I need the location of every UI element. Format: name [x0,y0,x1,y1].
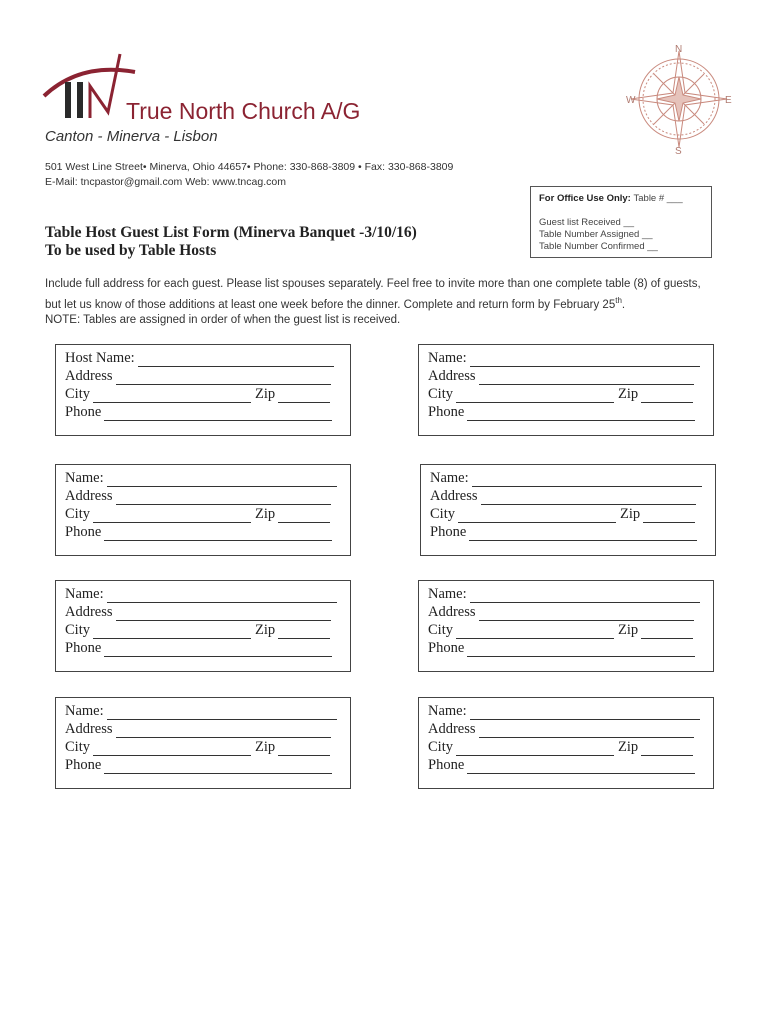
address-field[interactable] [116,724,331,738]
address-field[interactable] [481,491,696,505]
guest-box-4: Name: Address City Zip Phone [420,464,716,556]
zip-field[interactable] [278,625,330,639]
guest-box-host: Host Name: Address City Zip Phone [55,344,351,436]
office-item-assigned: Table Number Assigned __ [539,229,653,240]
name-field[interactable] [472,473,702,487]
form-subtitle: To be used by Table Hosts [45,242,217,259]
guest-box-5: Name: Address City Zip Phone [55,580,351,672]
office-use-heading: For Office Use Only: Table # ___ [539,193,683,204]
compass-n-letter: N [675,44,683,55]
guest-box-2: Name: Address City Zip Phone [418,344,714,436]
guest-box-8: Name: Address City Zip Phone [418,697,714,789]
phone-field[interactable] [469,527,697,541]
office-item-received: Guest list Received __ [539,217,635,228]
zip-field[interactable] [641,625,693,639]
name-field[interactable] [107,473,337,487]
zip-field[interactable] [641,389,693,403]
address-field[interactable] [479,607,694,621]
guest-box-7: Name: Address City Zip Phone [55,697,351,789]
zip-field[interactable] [278,389,330,403]
zip-field[interactable] [278,509,330,523]
phone-field[interactable] [104,760,332,774]
city-field[interactable] [456,742,614,756]
compass-w-letter: W [626,95,636,106]
name-field[interactable] [138,353,334,367]
address-field[interactable] [479,371,694,385]
city-field[interactable] [93,742,251,756]
office-use-box [530,186,712,258]
zip-field[interactable] [643,509,695,523]
phone-field[interactable] [104,407,332,421]
zip-field[interactable] [278,742,330,756]
compass-s-letter: S [675,146,682,156]
office-table-number: Table # ___ [633,193,683,204]
city-field[interactable] [93,389,251,403]
name-field[interactable] [470,353,700,367]
guest-box-3: Name: Address City Zip Phone [55,464,351,556]
phone-field[interactable] [467,760,695,774]
city-field[interactable] [458,509,616,523]
compass-rose-icon [620,42,738,156]
address-field[interactable] [116,607,331,621]
church-name: True North Church A/G [126,98,361,124]
city-field[interactable] [93,509,251,523]
form-title: Table Host Guest List Form (Minerva Banquet -3/10/16) [45,224,417,241]
city-field[interactable] [456,389,614,403]
guest-box-6: Name: Address City Zip Phone [418,580,714,672]
office-item-confirmed: Table Number Confirmed __ [539,241,658,252]
name-field[interactable] [470,589,700,603]
name-field[interactable] [470,706,700,720]
phone-field[interactable] [104,527,332,541]
contact-address: 501 West Line Street• Minerva, Ohio 44657• Phone: 330-868-3809 • Fax: 330-868-3809 [45,161,454,173]
address-field[interactable] [479,724,694,738]
city-field[interactable] [456,625,614,639]
zip-field[interactable] [641,742,693,756]
city-field[interactable] [93,625,251,639]
phone-field[interactable] [467,407,695,421]
address-field[interactable] [116,491,331,505]
phone-field[interactable] [467,643,695,657]
phone-field[interactable] [104,643,332,657]
form-note: NOTE: Tables are assigned in order of when the guest list is received. [45,313,401,326]
name-field[interactable] [107,589,337,603]
church-tagline: Canton - Minerva - Lisbon [45,128,218,145]
address-field[interactable] [116,371,331,385]
form-instructions: Include full address for each guest. Please list spouses separately. Feel free to invite more than one complete table (8) of guests, but let us know of those additions at least one week before the dinner. Complete and return form by February 25th. NOTE: Tables are assigned in order of when the guest list is received. [45,277,715,328]
compass-e-letter: E [725,95,732,106]
name-field[interactable] [107,706,337,720]
contact-email-web: E-Mail: tncpastor@gmail.com Web: www.tncag.com [45,176,286,188]
